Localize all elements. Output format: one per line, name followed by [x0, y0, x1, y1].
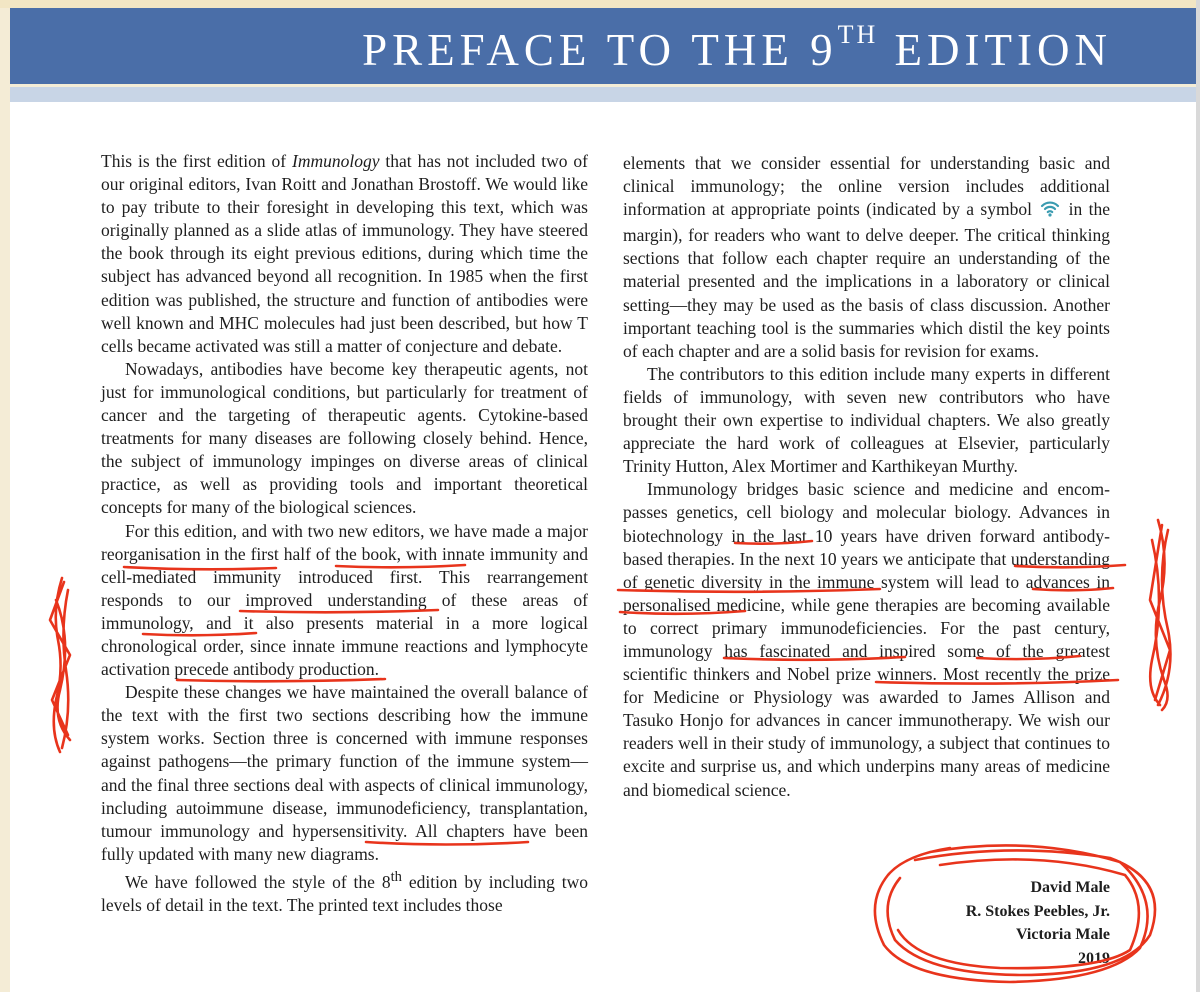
chapter-banner	[10, 8, 1196, 84]
right-paragraph-3: Immunology bridges basic science and medicine and encompasses genetics, cell biology and molecular biology. Advances in biotechnology in the last 10 years have driven forward antibody-based therapies. In the next 10 years we anticipate that understanding of genetic diversity in the immune system will lead to advances in personalised medicine, while gene therapies are becoming available to correct primary immunodeficiencies. For the past century, immunology has fascinated and inspired some of the greatest scientific thinkers and Nobel prize winners. Most recently the prize for Medicine or Physiology was awarded to James Allison and Tasuko Honjo for advances in cancer immunotherapy. We wish our readers well in their study of immunology, a subject that continues to excite and surprise us, and which underpins many areas of medicine and biomedical science.	[623, 479, 1110, 800]
left-p1-text-a: This is the first edition of	[101, 151, 293, 171]
page-edge	[1196, 0, 1200, 992]
signature-name-2: R. Stokes Peebles, Jr.	[965, 902, 1110, 920]
page-title	[362, 20, 1112, 76]
left-paragraph-5	[101, 866, 588, 917]
left-p5-text-a: We have followed the style of the 8	[125, 871, 391, 892]
title-main: PREFACE TO THE 9	[362, 25, 838, 75]
title-end: EDITION	[878, 25, 1112, 75]
left-paragraph-1	[101, 150, 588, 358]
header-rule	[10, 87, 1196, 102]
signature-block	[966, 876, 1110, 970]
left-paragraph-4: Despite these changes we have maintained the overall balance of the text with the first two sections describing how the immune system works. Section three is concerned with immune responses against pathogens—the primary function of the immune system—and the final three sections deal with aspects of clinical immunology, including autoimmune disease, immunodeficiency, transplantation, tumour immunology and hypersensitivity. All chapters have been fully updated with many new diagrams.	[101, 682, 588, 864]
right-column	[623, 152, 1110, 802]
left-p5-text-b: edition by including two levels of detail in the text. The printed text includes those	[101, 871, 588, 915]
signature-name-1: David Male	[1030, 879, 1110, 896]
left-column	[101, 150, 588, 917]
wifi-signal-icon	[1040, 198, 1060, 224]
left-paragraph-3: For this edition, and with two new editors, we have made a major reorganisation in the first half of the book, with innate immunity and cell-mediated immunity introduced first. This rearrangement responds to our improved understanding of these areas of immunology, and it also presents material in a more logical chronological order, since innate immune reactions and lymphocyte activation precede antibody production.	[101, 520, 588, 680]
right-p1-text-b: in the margin), for readers who want to delve deeper. The critical thinking sections that follow each chapter require an understanding of the material presented and the implications in a laboratory or clinical setting—they may be used as the basis of class discussion. Another important teaching tool is the summaries which distil the key points of each chapter and are a solid basis for revision for exams.	[623, 199, 1111, 361]
signature-year: 2019	[1078, 949, 1110, 967]
edition-superscript: th	[390, 868, 402, 885]
signature-name-3: Victoria Male	[1015, 926, 1110, 943]
right-paragraph-1	[623, 152, 1110, 363]
left-p1-text-b: that has not included two of our original editors, Ivan Roitt and Jonathan Brostoff. We would like to pay tribute to their foresight in developing this text, which was originally planned as a slide atlas of immunology. They have steered the book through its eight previous editions, during which time the subject has advanced beyond all recognition. In 1985 when the first edition was published, the structure and function of antibodies were well known and MHC molecules had just been described, but how T cells became activated was still a matter of conjecture and debate.	[101, 151, 588, 356]
right-paragraph-2: The contributors to this edition include many experts in different fields of immunology, with seven new contributors who have brought their own expertise to individual chapters. We also greatly appreciate the hard work of colleagues at Elsevier, particularly Trinity Hutton, Alex Mortimer and Karthikeyan Murthy.	[623, 363, 1110, 477]
book-title-italic: Immunology	[292, 151, 380, 171]
left-paragraph-2: Nowadays, antibodies have become key therapeutic agents, not just for immunological conditions, but particularly for treatment of cancer and the targeting of therapeutic agents. Cytokine-based treatments for many diseases are following closely behind. Hence, the subject of immunology impinges on diverse areas of clinical practice, as well as providing tools and important theoretical concepts for many of the biological sciences.	[101, 358, 588, 518]
right-p1-text-a: elements that we consider essential for understanding basic and clinical immunology; the online version includes additional information at appropriate points (indicated by a symbol	[623, 153, 1110, 220]
title-superscript: TH	[837, 20, 879, 49]
top-strip	[0, 0, 1200, 8]
